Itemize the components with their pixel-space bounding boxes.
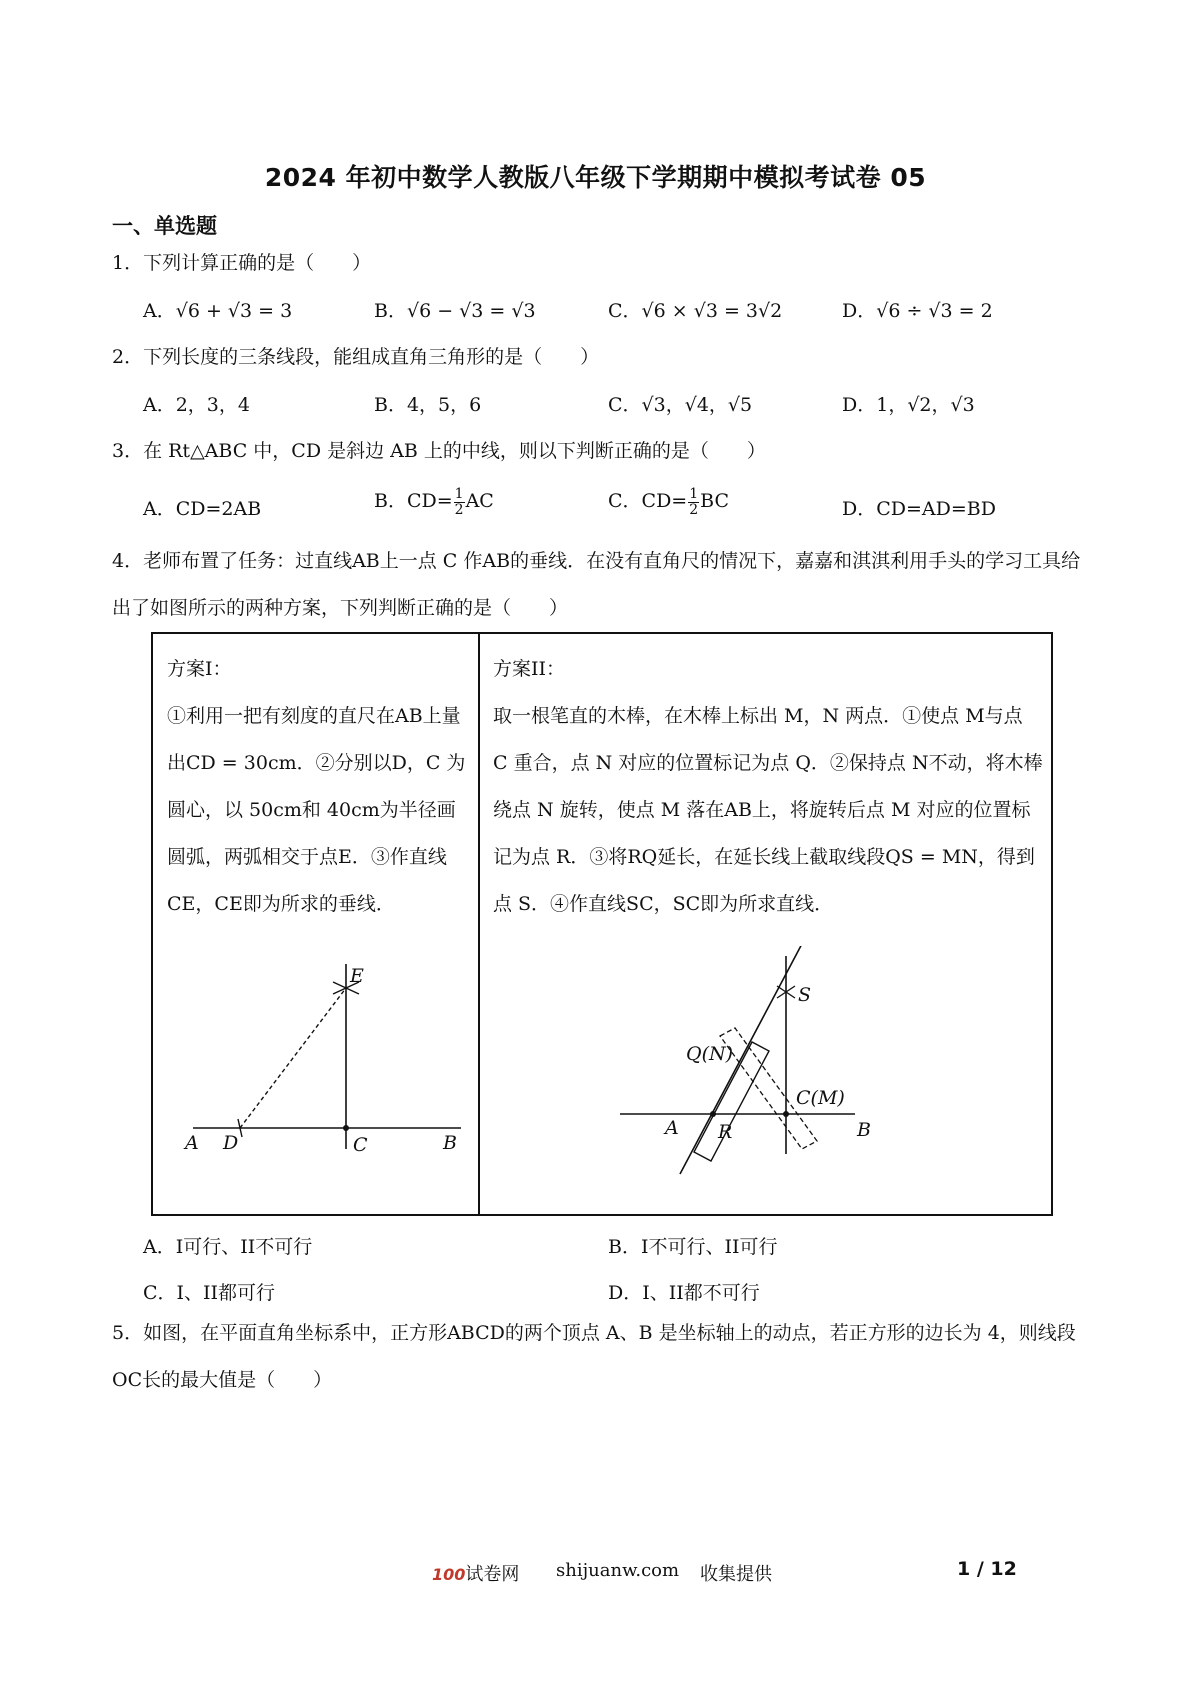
plan-2-cell	[493, 646, 1043, 928]
label-r: R	[718, 1121, 733, 1143]
page-number: 1 / 12	[957, 1558, 1017, 1580]
q1-option-c: C．√6 × √3 = 3√2	[608, 300, 783, 322]
plan-2-title: 方案II：	[493, 658, 566, 680]
point-c	[783, 1111, 789, 1117]
plan-1-text: ①利用一把有刻度的直尺在AB上量出CD = 30cm．②分别以D，C 为圆心，以 50cm和 40cm为半径画圆弧，两弧相交于点E．③作直线CE，CE即为所求的垂线．	[167, 705, 466, 915]
section-heading: 一、单选题	[112, 214, 217, 238]
q4-option-a: A．I可行、II不可行	[143, 1236, 313, 1258]
question-5-stem: 5．如图，在平面直角坐标系中，正方形ABCD的两个顶点 A、B 是坐标轴上的动点，若正方形的边长为 4，则线段OC长的最大值是（ ）	[112, 1322, 1076, 1391]
plan-1-cell	[167, 646, 472, 928]
q1-option-a: A．√6 + √3 = 3	[143, 300, 293, 322]
q3-option-d: D．CD=AD=BD	[842, 498, 996, 520]
footer-note: 收集提供	[700, 1564, 772, 1585]
label-a: A	[185, 1132, 199, 1154]
fraction-half: $\frac{1}{2}$	[689, 485, 699, 518]
plan-1-title: 方案I：	[167, 658, 232, 680]
footer-url[interactable]: shijuanw.com	[556, 1560, 680, 1581]
q1-option-b: B．√6 − √3 = √3	[374, 300, 536, 322]
q1-option-d: D．√6 ÷ √3 = 2	[842, 300, 993, 322]
fraction-half: $\frac{1}{2}$	[454, 485, 464, 518]
footer-brand	[432, 1560, 519, 1586]
label-b: B	[443, 1132, 457, 1154]
q4-option-b: B．I不可行、II可行	[608, 1236, 778, 1258]
label-e: E	[350, 965, 364, 987]
q4-option-d: D．I、II都不可行	[608, 1282, 760, 1304]
q2-option-d: D．1，√2，√3	[842, 394, 975, 416]
q3-option-b: B．CD= $\frac{1}{2}$ AC	[374, 485, 494, 518]
figure-plan-1	[153, 964, 478, 1214]
q3-option-c: C．CD= $\frac{1}{2}$ BC	[608, 485, 730, 518]
figure-plan-2	[480, 946, 1053, 1214]
q2-option-b: B．4，5，6	[374, 394, 482, 416]
label-c: C	[353, 1134, 368, 1156]
point-r	[710, 1111, 716, 1117]
plans-table	[151, 632, 1053, 1216]
label-s: S	[798, 984, 812, 1006]
q3-option-a: A．CD=2AB	[143, 498, 262, 520]
site-name: 试卷网	[465, 1564, 520, 1585]
q2-option-c: C．√3，√4，√5	[608, 394, 753, 416]
question-1-stem: 1．下列计算正确的是（ ）	[112, 252, 372, 274]
question-3-stem: 3．在 Rt△ABC 中，CD 是斜边 AB 上的中线，则以下判断正确的是（ ）	[112, 440, 766, 462]
plan-2-text: 取一根笔直的木棒，在木棒上标出 M，N 两点．①使点 M与点 C 重合，点 N 对应的位置标记为点 Q．②保持点 N不动，将木棒绕点 N 旋转，使点 M 落在AB上，将旋转后点 M 对应的位置标记为点 R．③将RQ延长，在延长线上截取线段QS = MN，得到点 S．④作直线SC，SC即为所求直线．	[493, 705, 1043, 915]
question-2-stem: 2．下列长度的三条线段，能组成直角三角形的是（ ）	[112, 346, 600, 368]
question-4-stem: 4．老师布置了任务：过直线AB上一点 C 作AB的垂线．在没有直角尺的情况下，嘉嘉和淇淇利用手头的学习工具给出了如图所示的两种方案，下列判断正确的是（ ）	[112, 550, 1081, 619]
label-d: D	[223, 1132, 239, 1154]
label-qn: Q(N)	[686, 1043, 734, 1065]
label-cm: C(M)	[796, 1087, 845, 1109]
q2-option-a: A．2，3，4	[143, 394, 250, 416]
label-b: B	[857, 1119, 871, 1141]
q4-option-c: C．I、II都可行	[143, 1282, 276, 1304]
dashed-de	[240, 988, 346, 1128]
point-c	[343, 1125, 349, 1131]
site-logo: 100	[432, 1565, 466, 1584]
label-a: A	[665, 1117, 679, 1139]
page-title: 2024 年初中数学人教版八年级下学期期中模拟考试卷 05	[264, 163, 927, 192]
